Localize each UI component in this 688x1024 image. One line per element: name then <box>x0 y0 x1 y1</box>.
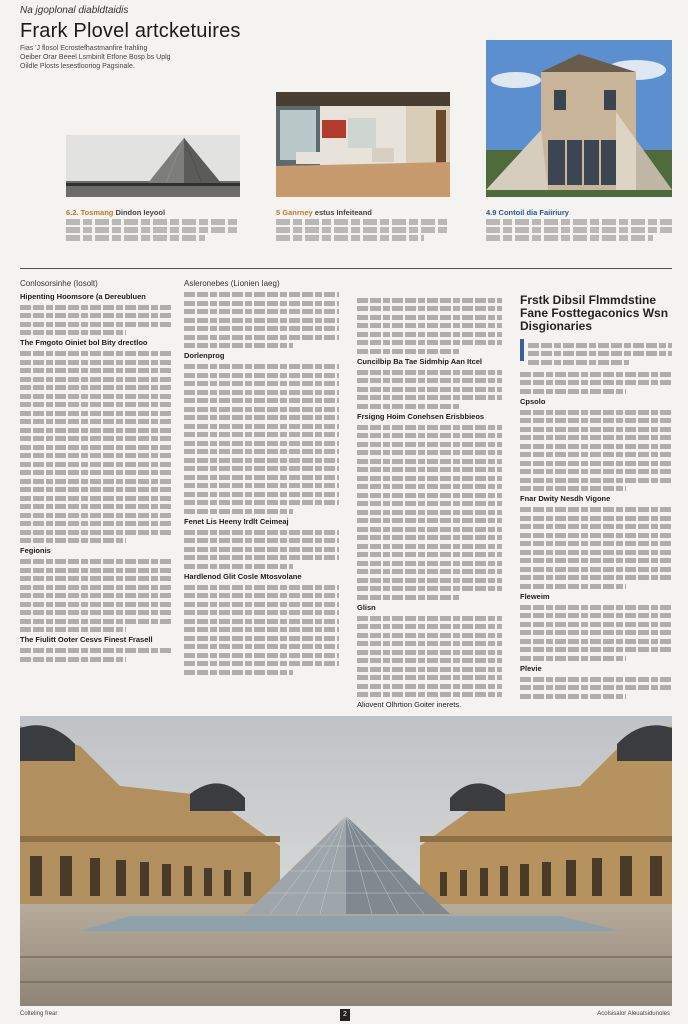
interior-photo-art <box>276 92 450 197</box>
section-heading: Cuncilbip Ba Tae Sidmhip Aan Itcel <box>357 356 483 366</box>
quote-bar <box>520 339 524 361</box>
page-title: Frark Plovel artcketuires <box>20 20 241 42</box>
louvre-photo-art <box>20 716 672 1006</box>
building-photo-art <box>486 40 672 197</box>
section-heading: Glisn <box>357 602 376 612</box>
column-2 <box>184 280 339 678</box>
section-heading: Dorlenprog <box>184 351 225 360</box>
section-heading: The Fiulitt Ooter Cesvs Finest Frasell <box>20 635 153 644</box>
section-divider <box>20 268 672 269</box>
section-heading: Fleweim <box>520 591 550 601</box>
pull-quote <box>520 339 672 368</box>
louvre-photo <box>20 716 672 1006</box>
section-heading: Fnar Dwity Nesdh Vigone <box>520 494 611 503</box>
pyramid-photo-art <box>66 135 240 197</box>
column-footer: Aliovent Olhrtion Goiter inerets. <box>357 700 462 709</box>
column-1 <box>20 280 172 665</box>
sidebar-title: Frstk Dibsil Flmmdstine Fane Fosttegaconics Wsn Disgionaries <box>520 293 669 333</box>
footer-left: Colteling frear <box>20 1011 58 1017</box>
section-heading: Hardlenod Glit Cosle Mtosvolane <box>184 571 302 581</box>
section-heading: Plevie <box>520 663 542 673</box>
interior-photo <box>276 92 450 197</box>
section-heading: Cpsolo <box>520 396 546 406</box>
section-heading: The Fmgoto Oiniet bol Bity drectloo <box>20 338 148 347</box>
intro-text <box>20 44 240 71</box>
column-heading: Asleronebes (Lionien Iaeg) <box>184 279 280 288</box>
caption-building <box>486 208 672 243</box>
caption-heading: 6.2. Tosmang Dindon Ieyool <box>66 208 166 217</box>
caption-pyramid <box>66 208 240 243</box>
page-number: 2 <box>340 1009 350 1021</box>
pyramid-photo <box>66 135 240 197</box>
section-heading: Hipenting Hoomsore (a Dereubluen <box>20 291 146 301</box>
kicker: Na jgoplonal diabldtaidis <box>20 5 129 16</box>
column-4 <box>520 294 672 702</box>
section-heading: Fenet Lis Heeny Irdlt Ceimeaj <box>184 516 289 526</box>
section-heading: Fegionis <box>20 546 51 555</box>
column-heading: Conlosorsinhe (Iosolt) <box>20 279 98 288</box>
column-3 <box>357 294 502 712</box>
intro-line: Oildle Plosts lesestlooriog Pagsinale. <box>20 63 135 70</box>
section-heading: Frsigng Hoim Conehsen Erisbbieos <box>357 411 485 421</box>
building-photo <box>486 40 672 197</box>
intro-line: Fias 'J flosol Ecrostefhastmanfire frahling <box>20 45 148 52</box>
caption-interior <box>276 208 450 243</box>
intro-line: Oeiber Orar Beeel Lsmbinlt Etfone Bosp bs Uplg <box>20 54 171 61</box>
caption-heading: 5 Ganrney estus Infeiteand <box>276 208 372 217</box>
caption-heading: 4.9 Contoil dia Faiiriury <box>486 208 569 217</box>
footer-right: Acolsisalor Aleuatsidunoles <box>597 1011 670 1017</box>
